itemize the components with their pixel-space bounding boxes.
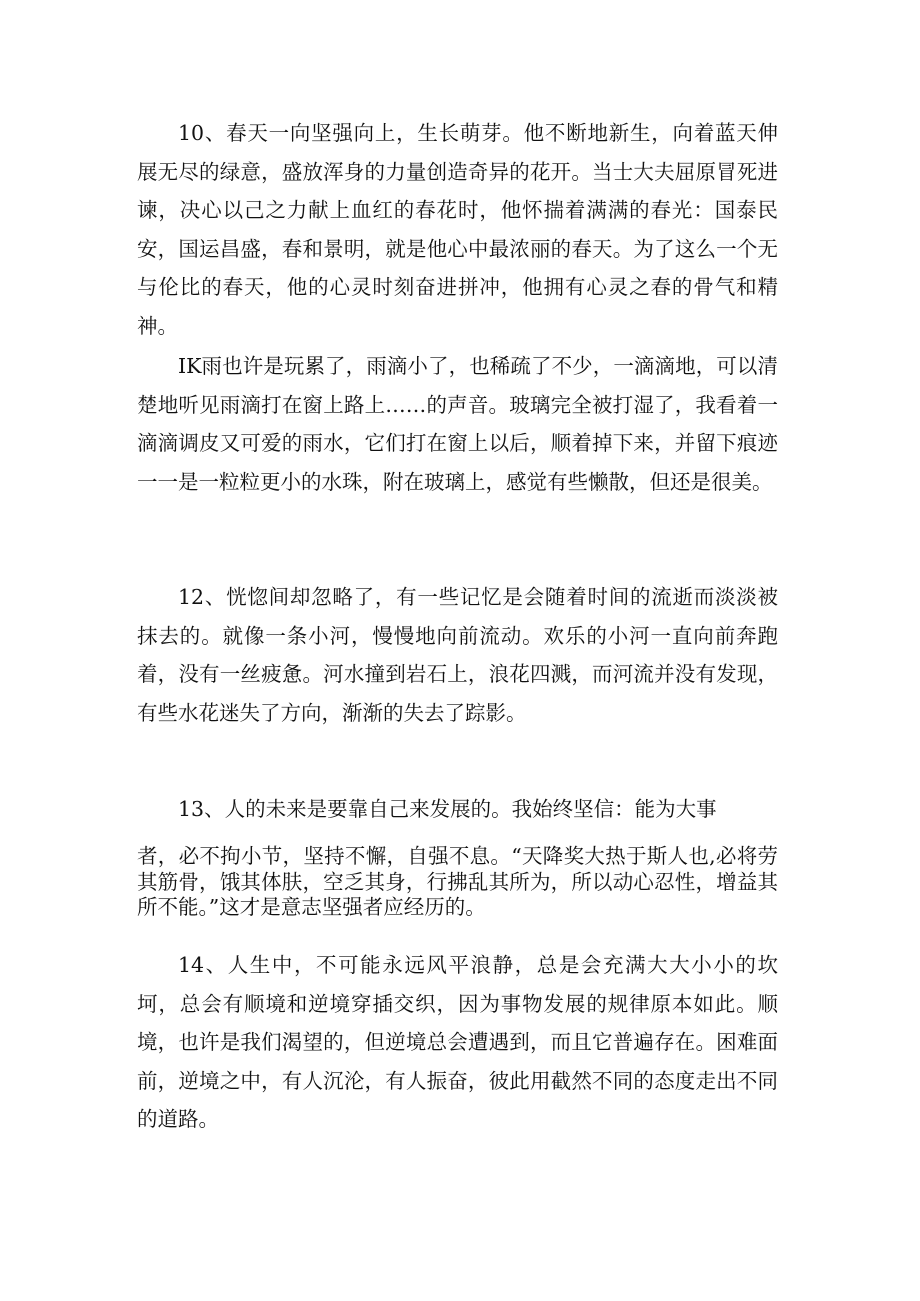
paragraph-10: 10、春天一向坚强向上，生长萌芽。他不断地新生，向着蓝天伸展无尽的绿意，盛放浑身的力量创造奇异的花开。当士大夫屈原冒死进谏，决心以己之力献上血红的春花时，他怀揣着满满的春光：国泰民安，国运昌盛，春和景明，就是他心中最浓丽的春天。为了这么一个无与伦比的春天，他的心灵时刻奋进拼冲，他拥有心灵之春的骨气和精神。 [137,121,778,338]
paragraph-12: 12、恍惚间却忽略了，有一些记忆是会随着时间的流逝而淡淡被抹去的。就像一条小河，慢慢地向前流动。欢乐的小河一直向前奔跑着，没有一丝疲惫。河水撞到岩石上，浪花四溅，而河流并没有发现，有些水花迷失了方向，渐渐的失去了踪影。 [137,585,778,725]
paragraph-14: 14、人生中，不可能永远风平浪静，总是会充满大大小小的坎坷，总会有顺境和逆境穿插交织，因为事物发展的规律原本如此。顺境，也许是我们渴望的，但逆境总会遭遇到，而且它普遍存在。困难面前，逆境之中，有人沉沦，有人振奋，彼此用截然不同的态度走出不同的道路。 [137,953,778,1131]
paragraph-11: IK雨也许是玩累了，雨滴小了，也稀疏了不少，一滴滴地，可以清楚地听见雨滴打在窗上路上……的声音。玻璃完全被打湿了，我看着一滴滴调皮又可爱的雨水，它们打在窗上以后，顺着掉下来，并留下痕迹一一是一粒粒更小的水珠，附在玻璃上，感觉有些懒散，但还是很美。 [137,354,778,494]
paragraph-13-first-line: 13、人的未来是要靠自己来发展的。我始终坚信：能为大事 [178,797,717,821]
paragraph-13-continuation: 者，必不拘小节，坚持不懈，自强不息。“天降奖大热于斯人也,必将劳其筋骨，饿其体肤，空乏其身，行拂乱其所为，所以动心忍性，增益其所不能。”这才是意志坚强者应经历的。 [137,844,778,919]
